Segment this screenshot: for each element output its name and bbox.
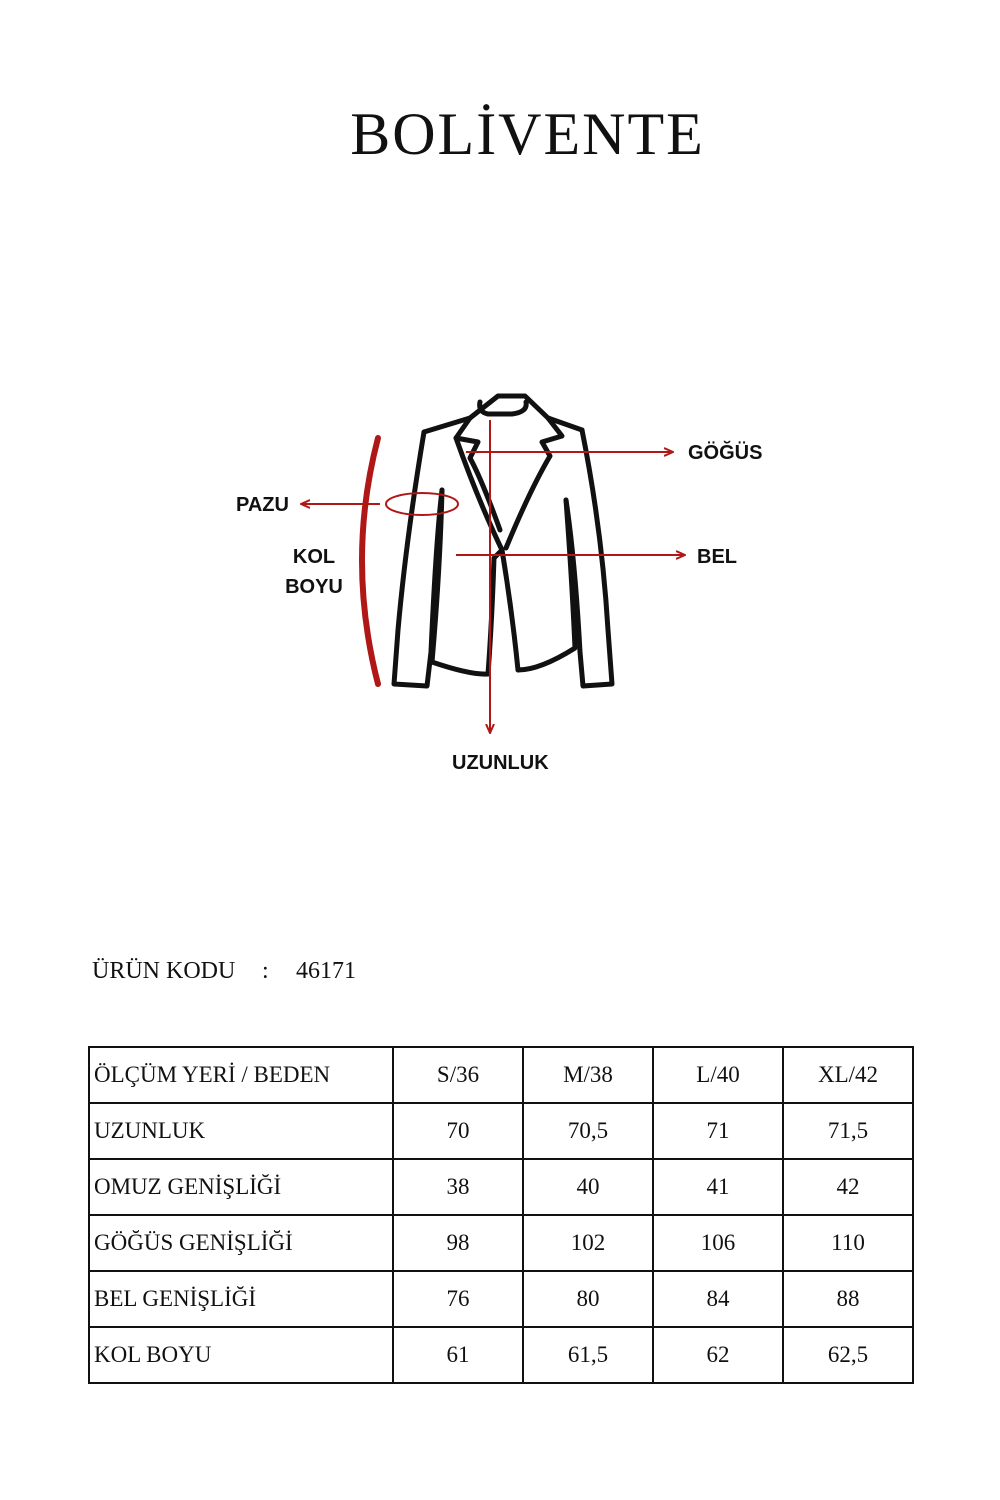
label-waist: BEL (697, 546, 737, 568)
table-cell: 61 (393, 1327, 523, 1383)
table-cell: 40 (523, 1159, 653, 1215)
row-label: GÖĞÜS GENİŞLİĞİ (89, 1215, 393, 1271)
table-cell: 61,5 (523, 1327, 653, 1383)
label-sleeve-line2: BOYU (285, 576, 343, 598)
table-cell: 62,5 (783, 1327, 913, 1383)
row-label: KOL BOYU (89, 1327, 393, 1383)
table-cell: 88 (783, 1271, 913, 1327)
table-cell: 80 (523, 1271, 653, 1327)
sleeve-length-arc (362, 438, 378, 684)
measurement-diagram (0, 380, 1000, 800)
table-header-row (89, 1047, 913, 1103)
header-cell: XL/42 (783, 1047, 913, 1103)
label-bicep: PAZU (236, 494, 289, 516)
table-cell: 70 (393, 1103, 523, 1159)
size-table (88, 1046, 914, 1384)
label-length: UZUNLUK (452, 752, 549, 774)
table-cell: 42 (783, 1159, 913, 1215)
header-cell: M/38 (523, 1047, 653, 1103)
table-row (89, 1215, 913, 1271)
table-cell: 38 (393, 1159, 523, 1215)
table-cell: 71,5 (783, 1103, 913, 1159)
bicep-ellipse (386, 493, 458, 515)
product-code-colon: : (262, 958, 269, 984)
row-label: UZUNLUK (89, 1103, 393, 1159)
header-cell: L/40 (653, 1047, 783, 1103)
row-label: BEL GENİŞLİĞİ (89, 1271, 393, 1327)
jacket-outline-icon (0, 380, 1000, 800)
brand-logo: BOLİVENTE (350, 101, 705, 167)
table-cell: 71 (653, 1103, 783, 1159)
table-cell: 106 (653, 1215, 783, 1271)
product-code-row (92, 958, 356, 985)
label-chest: GÖĞÜS (688, 442, 763, 464)
table-cell: 102 (523, 1215, 653, 1271)
header-cell: S/36 (393, 1047, 523, 1103)
table-cell: 41 (653, 1159, 783, 1215)
table-cell: 98 (393, 1215, 523, 1271)
table-cell: 84 (653, 1271, 783, 1327)
table-row (89, 1327, 913, 1383)
header-cell: ÖLÇÜM YERİ / BEDEN (89, 1047, 393, 1103)
table-cell: 70,5 (523, 1103, 653, 1159)
product-code-label: ÜRÜN KODU (92, 958, 236, 984)
table-row (89, 1103, 913, 1159)
label-sleeve-line1: KOL (292, 546, 336, 568)
product-code-value: 46171 (296, 958, 356, 984)
table-row (89, 1159, 913, 1215)
table-cell: 62 (653, 1327, 783, 1383)
table-cell: 76 (393, 1271, 523, 1327)
table-cell: 110 (783, 1215, 913, 1271)
table-row (89, 1271, 913, 1327)
row-label: OMUZ GENİŞLİĞİ (89, 1159, 393, 1215)
